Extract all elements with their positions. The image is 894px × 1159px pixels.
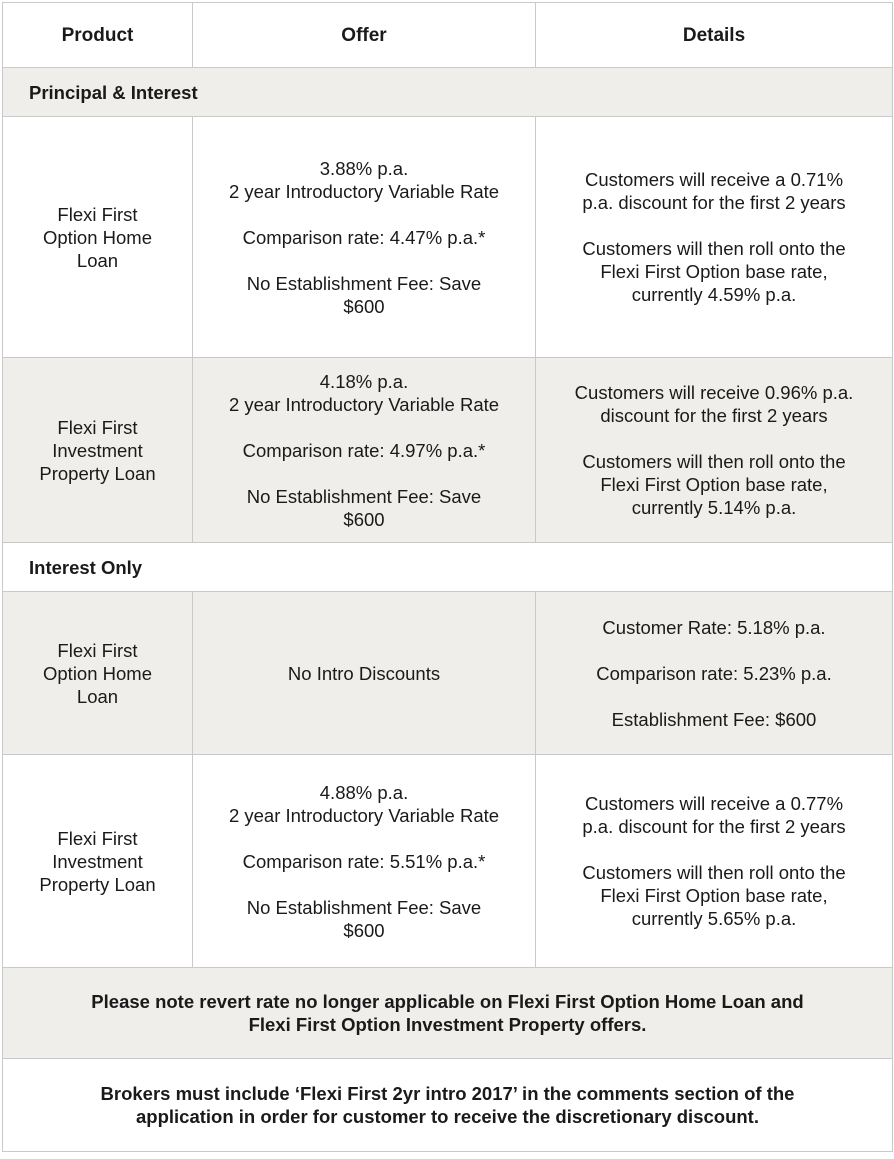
- details-roll: Flexi First Option base rate,: [600, 474, 828, 495]
- note-line: application in order for customer to receive the discretionary discount.: [136, 1106, 759, 1127]
- header-details: Details: [536, 3, 893, 68]
- details-cell: [536, 117, 893, 358]
- note-cell: [3, 1059, 893, 1152]
- details-cell: [536, 358, 893, 543]
- details-cell: [536, 755, 893, 968]
- note-row-brokers: [3, 1059, 893, 1152]
- offer-comparison: Comparison rate: 5.51% p.a.*: [242, 850, 486, 872]
- product-cell: [3, 755, 193, 968]
- details-comparison: Comparison rate: 5.23% p.a.: [596, 662, 832, 684]
- details-customer-rate: Customer Rate: 5.18% p.a.: [602, 616, 826, 638]
- offer-rate: 4.18% p.a.: [319, 370, 409, 392]
- table-row: [3, 755, 893, 968]
- offer-type: 2 year Introductory Variable Rate: [228, 804, 500, 826]
- details-discount: p.a. discount for the first 2 years: [582, 816, 846, 837]
- details-roll: Customers will then roll onto the: [582, 238, 846, 259]
- details-discount: discount for the first 2 years: [600, 405, 828, 426]
- offer-type: 2 year Introductory Variable Rate: [228, 180, 500, 202]
- rates-table: [2, 2, 893, 1152]
- product-line: Investment: [52, 850, 143, 872]
- product-line: Option Home: [43, 662, 152, 684]
- product-line: Flexi First: [57, 827, 138, 849]
- section-title: Interest Only: [3, 543, 893, 592]
- offer-fee: No Establishment Fee: Save: [246, 272, 482, 294]
- note-line: Brokers must include ‘Flexi First 2yr intro 2017’ in the comments section of the: [100, 1083, 795, 1104]
- offer-fee-amount: $600: [343, 295, 385, 317]
- details-discount: Customers will receive a 0.71%: [584, 169, 844, 190]
- details-cell: [536, 592, 893, 755]
- table-row: [3, 358, 893, 543]
- product-line: Flexi First: [57, 203, 138, 225]
- offer-text: No Intro Discounts: [287, 662, 441, 684]
- details-discount: Customers will receive 0.96% p.a.: [574, 382, 854, 403]
- table-row: [3, 117, 893, 358]
- offer-type: 2 year Introductory Variable Rate: [228, 393, 500, 415]
- product-cell: [3, 117, 193, 358]
- product-cell: [3, 358, 193, 543]
- details-roll: Customers will then roll onto the: [582, 451, 846, 472]
- offer-cell: [193, 358, 536, 543]
- header-row: [3, 3, 893, 68]
- header-product: Product: [3, 3, 193, 68]
- offer-comparison: Comparison rate: 4.97% p.a.*: [242, 439, 486, 461]
- product-line: Flexi First: [57, 639, 138, 661]
- note-row-revert-rate: [3, 968, 893, 1059]
- offer-fee: No Establishment Fee: Save: [246, 896, 482, 918]
- offer-cell: [193, 117, 536, 358]
- details-roll: currently 5.14% p.a.: [631, 497, 797, 518]
- product-line: Property Loan: [39, 873, 156, 895]
- offer-fee: No Establishment Fee: Save: [246, 485, 482, 507]
- details-roll: Flexi First Option base rate,: [600, 885, 828, 906]
- details-roll: currently 5.65% p.a.: [631, 908, 797, 929]
- offer-comparison: Comparison rate: 4.47% p.a.*: [242, 226, 486, 248]
- offer-fee-amount: $600: [343, 919, 385, 941]
- product-line: Loan: [76, 249, 119, 271]
- product-cell: [3, 592, 193, 755]
- offer-cell: [193, 592, 536, 755]
- note-cell: [3, 968, 893, 1059]
- product-line: Option Home: [43, 226, 152, 248]
- details-roll: currently 4.59% p.a.: [631, 284, 797, 305]
- product-line: Loan: [76, 685, 119, 707]
- details-roll: Flexi First Option base rate,: [600, 261, 828, 282]
- details-discount: p.a. discount for the first 2 years: [582, 192, 846, 213]
- product-line: Property Loan: [39, 462, 156, 484]
- section-row-interest-only: [3, 543, 893, 592]
- header-offer: Offer: [193, 3, 536, 68]
- offer-cell: [193, 755, 536, 968]
- details-fee: Establishment Fee: $600: [611, 708, 817, 730]
- offer-rate: 3.88% p.a.: [319, 157, 409, 179]
- offer-rate: 4.88% p.a.: [319, 781, 409, 803]
- offer-fee-amount: $600: [343, 508, 385, 530]
- section-title: Principal & Interest: [3, 68, 893, 117]
- note-line: Please note revert rate no longer applicable on Flexi First Option Home Loan and: [91, 991, 804, 1012]
- product-line: Flexi First: [57, 416, 138, 438]
- table-row: [3, 592, 893, 755]
- details-roll: Customers will then roll onto the: [582, 862, 846, 883]
- details-discount: Customers will receive a 0.77%: [584, 793, 844, 814]
- product-line: Investment: [52, 439, 143, 461]
- rates-table-container: [2, 2, 892, 1152]
- section-row-principal-interest: [3, 68, 893, 117]
- note-line: Flexi First Option Investment Property offers.: [248, 1014, 647, 1035]
